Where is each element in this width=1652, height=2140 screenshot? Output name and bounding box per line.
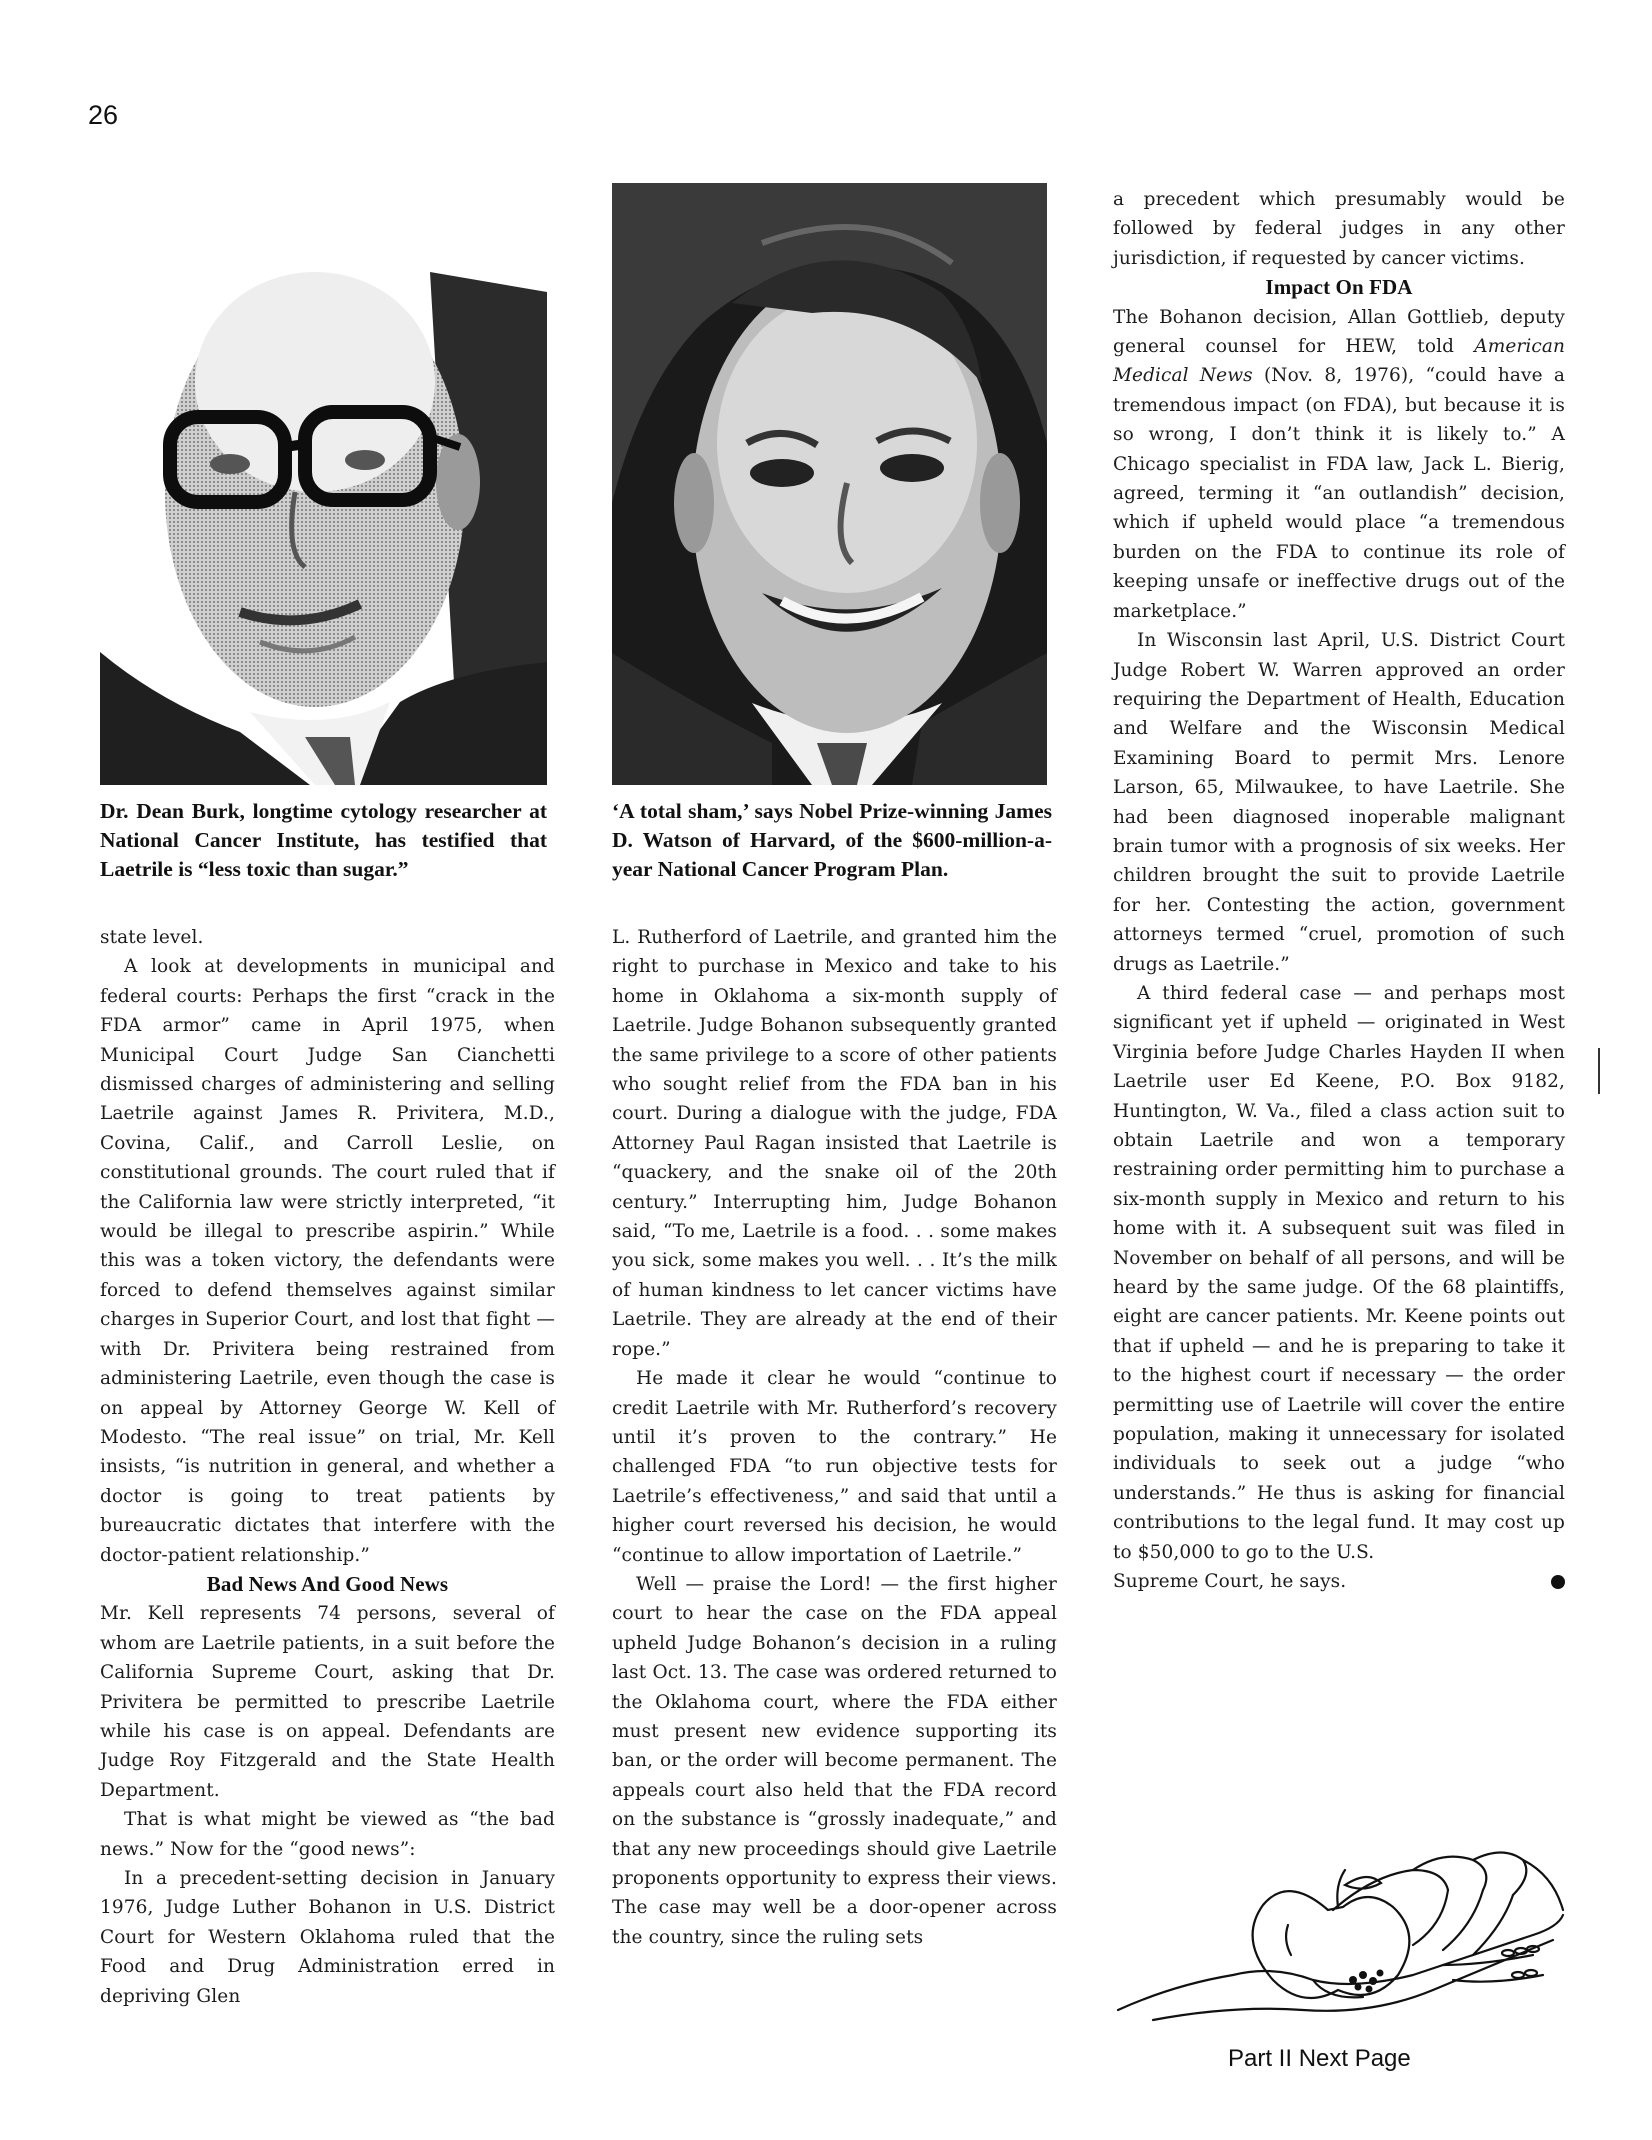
- bullet-icon: [1551, 1575, 1565, 1589]
- paragraph: Mr. Kell represents 74 persons, several of whom are Laetrile patients, in a suit before the California Supreme Court, asking that Dr. Privitera be permitted to prescribe Laetrile while his case is on appeal. Defendants are Judge Roy Fitzgerald and the State Health Department.: [100, 1603, 555, 1801]
- text-run: The Bohanon decision, Allan Gottlieb, deputy general counsel for HEW, told: [1113, 306, 1565, 358]
- paragraph: A third federal case — and perhaps most significant yet if upheld — originated in West Virginia before Judge Charles Hayden II when Laetrile user Ed Keene, P.O. Box 9182, Huntington, W. Va., filed a class action suit to obtain Laetrile and won a temporary restraining order permitting him to purchase a six-month supply in Mexico and return to his home with it. A subsequent suit was filed in November on behalf of all persons, and will be heard by the same judge. Of the 68 plaintiffs, eight are cancer patients. Mr. Keene points out that if upheld — and he is preparing to take it to the highest court if necessary — the order permitting use of Laetrile will cover the entire population, making it unnecessary for isolated individuals to seek out a judge “who understands.” He thus is asking for financial contributions to the legal fund. It may cost up to $50,000 to go to the U.S.: [1113, 982, 1565, 1563]
- paragraph: In a precedent-setting decision in January 1976, Judge Luther Bohanon in U.S. District Court for Western Oklahoma ruled that the Food and Drug Administration erred in depriving Glen: [100, 1868, 555, 2007]
- hands-holding-apple-icon: [1113, 1815, 1568, 2030]
- paragraph: He made it clear he would “continue to credit Laetrile with Mr. Rutherford’s recovery until it’s proven to the contrary.” He challenged FDA “to run objective tests for Laetrile’s effectiveness,” and said that until a higher court reversed his decision, he would “continue to allow importation of Laetrile.”: [612, 1368, 1057, 1566]
- publication-title: American Medical News: [1113, 336, 1565, 387]
- paragraph: In Wisconsin last April, U.S. District Court Judge Robert W. Warren approved an order requiring the Department of Health, Education and Welfare and the Wisconsin Medical Examining Board to permit Mrs. Lenore Larson, 65, Milwaukee, to have Laetrile. She had been diagnosed inoperable malignant brain tumor with a prognosis of six weeks. Her children brought the suit to provide Laetrile for her. Contesting the action, government attorneys termed “cruel, promotion of such drugs as Laetrile.”: [1113, 630, 1565, 975]
- article-column-2: [612, 923, 1057, 1952]
- text-run: Supreme Court, he says.: [1113, 1571, 1347, 1593]
- paragraph: a precedent which presumably would be followed by federal judges in any other jurisdiction, if requested by cancer victims.: [1113, 189, 1565, 269]
- article-column-1: [100, 923, 555, 2011]
- photo-james-watson: [612, 183, 1047, 785]
- margin-mark: [1598, 1048, 1600, 1094]
- paragraph: state level.: [100, 927, 204, 948]
- text-run: (Nov. 8, 1976), “could have a tremendous impact (on FDA), but because it is so wrong, I don’t think it is likely to.” A Chicago specialist in FDA law, Jack L. Bierig, agreed, terming it “an outlandish” decision, which if upheld would place “a tremendous burden on the FDA to continue its role of keeping unsafe or ineffective drugs out of the marketplace.”: [1113, 365, 1565, 622]
- next-page-notice: Part II Next Page: [1228, 2045, 1411, 2072]
- section-heading-bad-news: Bad News And Good News: [206, 1571, 449, 1596]
- paragraph: [1113, 303, 1565, 626]
- caption-photo-1: Dr. Dean Burk, longtime cytology researcher at National Cancer Institute, has testified that Laetrile is “less toxic than sugar.”: [100, 799, 547, 881]
- photo-dean-burk: [100, 232, 547, 785]
- paragraph: Well — praise the Lord! — the first higher court to hear the case on the FDA appeal upheld Judge Bohanon’s decision in a ruling last Oct. 13. The case was ordered returned to the Oklahoma court, where the FDA either must present new evidence supporting its ban, or the order will become permanent. The appeals court also held that the FDA record on the substance is “grossly inadequate,” and that any new proceedings should give Laetrile proponents opportunity to express their views. The case may well be a door-opener across the country, since the ruling sets: [612, 1573, 1057, 1948]
- section-heading-impact-on-fda: Impact On FDA: [1265, 275, 1413, 300]
- page-number: 26: [88, 100, 119, 130]
- article-end-line: [1113, 1567, 1565, 1596]
- paragraph: That is what might be viewed as “the bad news.” Now for the “good news”:: [100, 1809, 555, 1860]
- caption-photo-2: ‘A total sham,’ says Nobel Prize-winning James D. Watson of Harvard, of the $600-million-a-year National Cancer Program Plan.: [612, 799, 1052, 881]
- paragraph: L. Rutherford of Laetrile, and granted him the right to purchase in Mexico and take to his home in Oklahoma a six-month supply of Laetrile. Judge Bohanon subsequently granted the same privilege to a score of other patients who sought relief from the FDA ban in his court. During a dialogue with the judge, FDA Attorney Paul Ragan insisted that Laetrile is “quackery, and the snake oil of the 20th century.” Interrupting him, Judge Bohanon said, “To me, Laetrile is a food. . . some makes you sick, some makes you well. . . It’s the milk of human kindness to let cancer victims have Laetrile. They are already at the end of their rope.”: [612, 927, 1057, 1360]
- paragraph: A look at developments in municipal and federal courts: Perhaps the first “crack in the FDA armor” came in April 1975, when Municipal Court Judge San Cianchetti dismissed charges of administering and selling Laetrile against James R. Privitera, M.D., Covina, Calif., and Carroll Leslie, on constitutional grounds. The court ruled that if the California law were strictly interpreted, “it would be illegal to prescribe aspirin.” While this was a token victory, the defendants were forced to defend themselves against similar charges in Superior Court, and lost that fight — with Dr. Privitera being restrained from administering Laetrile, even though the case is on appeal by Attorney George W. Kell of Modesto. “The real issue” on trial, Mr. Kell insists, “is nutrition in general, and whether a doctor is going to treat patients by bureaucratic dictates that interfere with the doctor-patient relationship.”: [100, 956, 555, 1566]
- article-column-3: [1113, 185, 1565, 1597]
